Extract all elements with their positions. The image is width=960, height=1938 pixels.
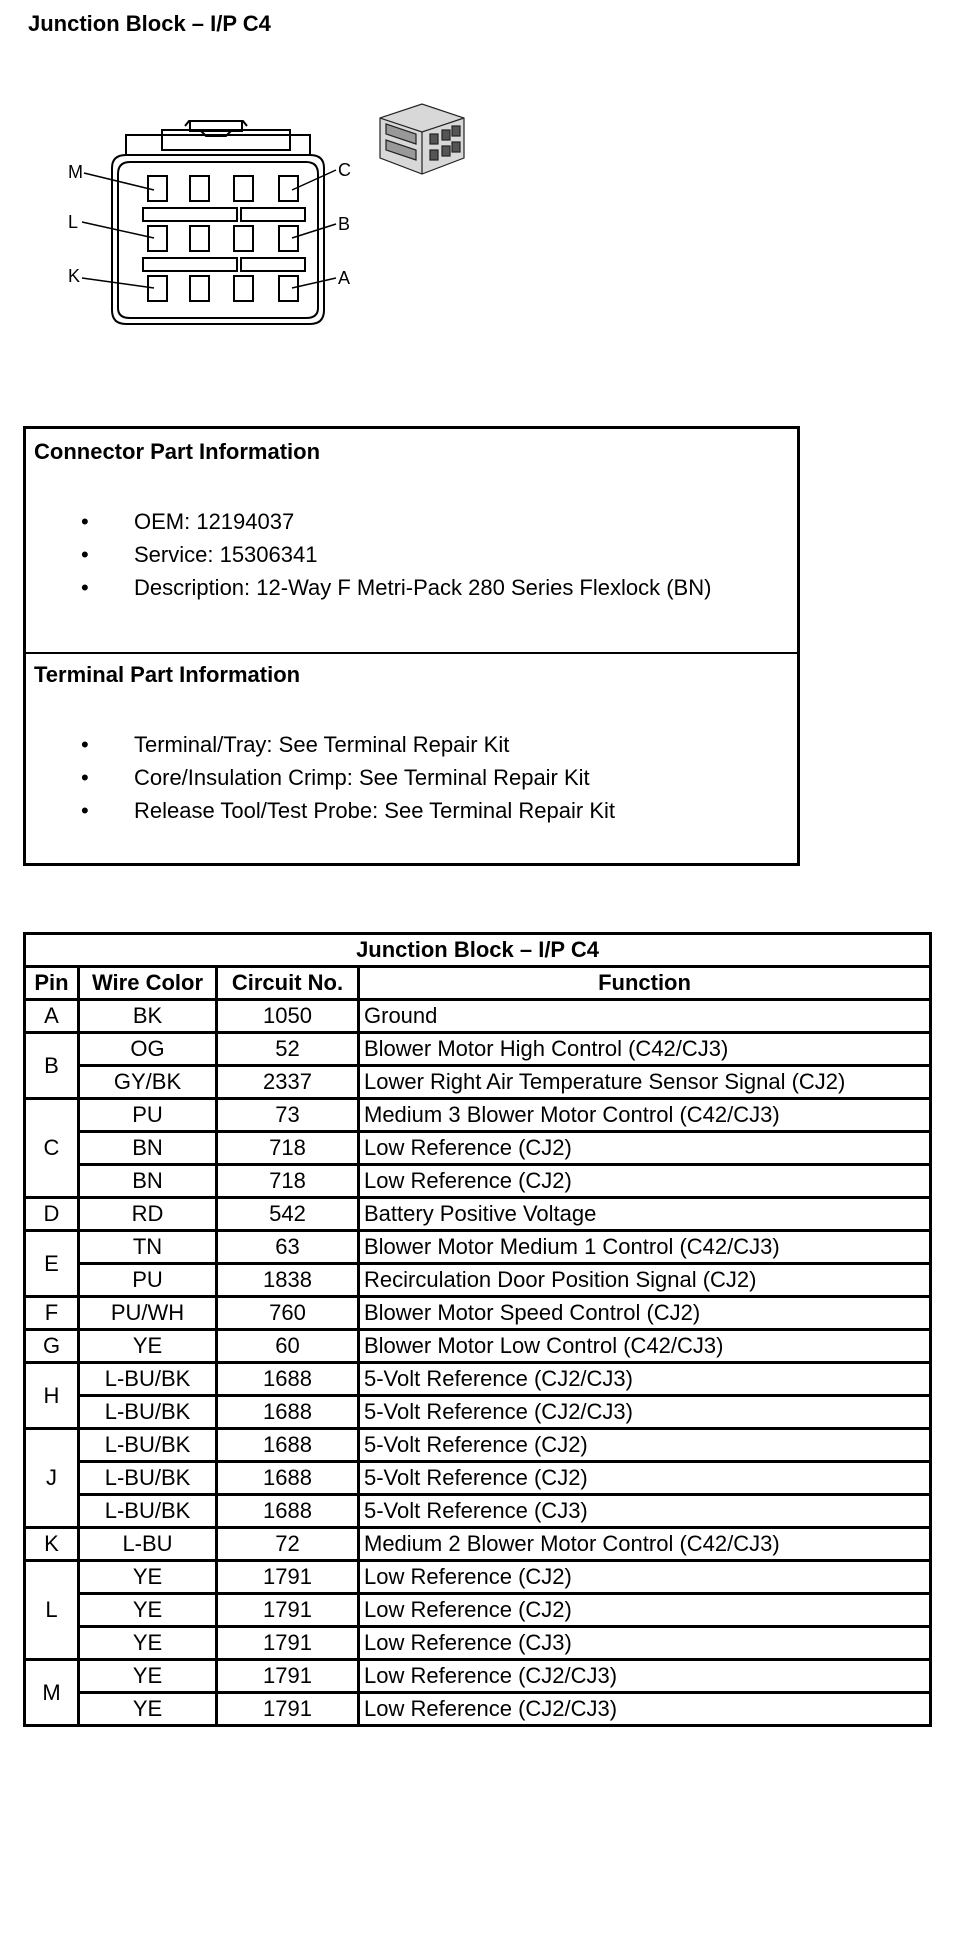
wire-color-cell: L-BU/BK (79, 1495, 217, 1528)
function-cell: 5-Volt Reference (CJ2/CJ3) (359, 1396, 931, 1429)
pin-cell: G (25, 1330, 79, 1363)
function-cell: 5-Volt Reference (CJ2/CJ3) (359, 1363, 931, 1396)
pinout-table (23, 932, 932, 1727)
part-information-box (23, 426, 800, 866)
table-row (25, 1627, 931, 1660)
circuit-number-cell: 1791 (217, 1660, 359, 1693)
table-row (25, 1066, 931, 1099)
function-cell: Recirculation Door Position Signal (CJ2) (359, 1264, 931, 1297)
circuit-number-cell: 1838 (217, 1264, 359, 1297)
pin-cell: K (25, 1528, 79, 1561)
connector-thumbnail (374, 100, 470, 180)
wire-color-cell: TN (79, 1231, 217, 1264)
wire-color-cell: BK (79, 1000, 217, 1033)
table-row (25, 1363, 931, 1396)
function-cell: Ground (359, 1000, 931, 1033)
circuit-number-cell: 1791 (217, 1693, 359, 1726)
circuit-number-cell: 1791 (217, 1594, 359, 1627)
wire-color-cell: L-BU/BK (79, 1429, 217, 1462)
list-item: • Service: 15306341 (26, 538, 711, 571)
pin-cell: E (25, 1231, 79, 1297)
column-header: Pin (25, 967, 79, 1000)
wire-color-cell: YE (79, 1330, 217, 1363)
circuit-number-cell: 760 (217, 1297, 359, 1330)
function-cell: Blower Motor Low Control (C42/CJ3) (359, 1330, 931, 1363)
table-row (25, 1033, 931, 1066)
connector-info-list (26, 505, 711, 604)
pin-cell: J (25, 1429, 79, 1528)
circuit-number-cell: 1050 (217, 1000, 359, 1033)
pin-cell: L (25, 1561, 79, 1660)
circuit-number-cell: 2337 (217, 1066, 359, 1099)
connector-part-information (26, 429, 797, 654)
function-cell: Medium 2 Blower Motor Control (C42/CJ3) (359, 1528, 931, 1561)
circuit-number-cell: 72 (217, 1528, 359, 1561)
connector-info-heading: Connector Part Information (34, 439, 321, 464)
table-caption: Junction Block – I/P C4 (25, 934, 931, 967)
function-cell: 5-Volt Reference (CJ3) (359, 1495, 931, 1528)
function-cell: Low Reference (CJ3) (359, 1627, 931, 1660)
wire-color-cell: BN (79, 1165, 217, 1198)
list-item: • Release Tool/Test Probe: See Terminal Repair Kit (26, 794, 615, 827)
function-cell: Medium 3 Blower Motor Control (C42/CJ3) (359, 1099, 931, 1132)
pin-cell: C (25, 1099, 79, 1198)
circuit-number-cell: 1688 (217, 1429, 359, 1462)
list-item: • OEM: 12194037 (26, 505, 711, 538)
terminal-part-information (26, 652, 797, 863)
function-cell: Blower Motor Medium 1 Control (C42/CJ3) (359, 1231, 931, 1264)
pin-cell: D (25, 1198, 79, 1231)
function-cell: Low Reference (CJ2/CJ3) (359, 1660, 931, 1693)
wire-color-cell: YE (79, 1660, 217, 1693)
terminal-info-list (26, 728, 615, 827)
wire-color-cell: BN (79, 1132, 217, 1165)
callout-label: C (338, 160, 351, 180)
pin-cell: M (25, 1660, 79, 1726)
page-title: Junction Block – I/P C4 (28, 11, 271, 36)
table-row (25, 1693, 931, 1726)
table-row (25, 1528, 931, 1561)
list-item: • Core/Insulation Crimp: See Terminal Repair Kit (26, 761, 615, 794)
table-row (25, 1462, 931, 1495)
table-row (25, 1561, 931, 1594)
wire-color-cell: L-BU/BK (79, 1462, 217, 1495)
connector-face-diagram (60, 110, 360, 340)
callout-label: M (68, 162, 83, 182)
function-cell: Low Reference (CJ2) (359, 1132, 931, 1165)
wire-color-cell: L-BU/BK (79, 1363, 217, 1396)
callout-label: B (338, 214, 351, 234)
table-row (25, 1660, 931, 1693)
function-cell: Battery Positive Voltage (359, 1198, 931, 1231)
circuit-number-cell: 718 (217, 1165, 359, 1198)
circuit-number-cell: 60 (217, 1330, 359, 1363)
wire-color-cell: YE (79, 1693, 217, 1726)
table-row (25, 1330, 931, 1363)
wire-color-cell: PU (79, 1099, 217, 1132)
circuit-number-cell: 1791 (217, 1627, 359, 1660)
function-cell: Blower Motor High Control (C42/CJ3) (359, 1033, 931, 1066)
function-cell: Blower Motor Speed Control (CJ2) (359, 1297, 931, 1330)
table-row (25, 1132, 931, 1165)
table-row (25, 1594, 931, 1627)
table-row (25, 1429, 931, 1462)
terminal-info-heading: Terminal Part Information (34, 662, 301, 687)
wire-color-cell: L-BU/BK (79, 1396, 217, 1429)
function-cell: Low Reference (CJ2) (359, 1561, 931, 1594)
function-cell: Low Reference (CJ2) (359, 1165, 931, 1198)
circuit-number-cell: 1688 (217, 1495, 359, 1528)
wire-color-cell: PU (79, 1264, 217, 1297)
circuit-number-cell: 63 (217, 1231, 359, 1264)
table-row (25, 1165, 931, 1198)
function-cell: Low Reference (CJ2/CJ3) (359, 1693, 931, 1726)
table-row (25, 1297, 931, 1330)
table-row (25, 1396, 931, 1429)
wire-color-cell: YE (79, 1627, 217, 1660)
table-row (25, 1099, 931, 1132)
table-row (25, 1495, 931, 1528)
function-cell: Lower Right Air Temperature Sensor Signal (CJ2) (359, 1066, 931, 1099)
pin-cell: A (25, 1000, 79, 1033)
callout-label: L (68, 212, 79, 232)
function-cell: 5-Volt Reference (CJ2) (359, 1462, 931, 1495)
column-header: Function (359, 967, 931, 1000)
wire-color-cell: OG (79, 1033, 217, 1066)
circuit-number-cell: 718 (217, 1132, 359, 1165)
circuit-number-cell: 1688 (217, 1396, 359, 1429)
column-header: Circuit No. (217, 967, 359, 1000)
pinout-table-body (25, 1000, 931, 1726)
wire-color-cell: YE (79, 1561, 217, 1594)
circuit-number-cell: 542 (217, 1198, 359, 1231)
table-row (25, 1000, 931, 1033)
circuit-number-cell: 73 (217, 1099, 359, 1132)
circuit-number-cell: 1688 (217, 1462, 359, 1495)
wire-color-cell: RD (79, 1198, 217, 1231)
table-row (25, 1264, 931, 1297)
function-cell: 5-Volt Reference (CJ2) (359, 1429, 931, 1462)
wire-color-cell: GY/BK (79, 1066, 217, 1099)
wire-color-cell: YE (79, 1594, 217, 1627)
callout-label: A (338, 268, 351, 288)
circuit-number-cell: 52 (217, 1033, 359, 1066)
table-row (25, 1231, 931, 1264)
pin-cell: H (25, 1363, 79, 1429)
list-item: • Description: 12-Way F Metri-Pack 280 Series Flexlock (BN) (26, 571, 711, 604)
circuit-number-cell: 1688 (217, 1363, 359, 1396)
function-cell: Low Reference (CJ2) (359, 1594, 931, 1627)
column-header: Wire Color (79, 967, 217, 1000)
list-item: • Terminal/Tray: See Terminal Repair Kit (26, 728, 615, 761)
circuit-number-cell: 1791 (217, 1561, 359, 1594)
pin-cell: B (25, 1033, 79, 1099)
pin-cell: F (25, 1297, 79, 1330)
table-row (25, 1198, 931, 1231)
wire-color-cell: PU/WH (79, 1297, 217, 1330)
wire-color-cell: L-BU (79, 1528, 217, 1561)
callout-label: K (68, 266, 81, 286)
